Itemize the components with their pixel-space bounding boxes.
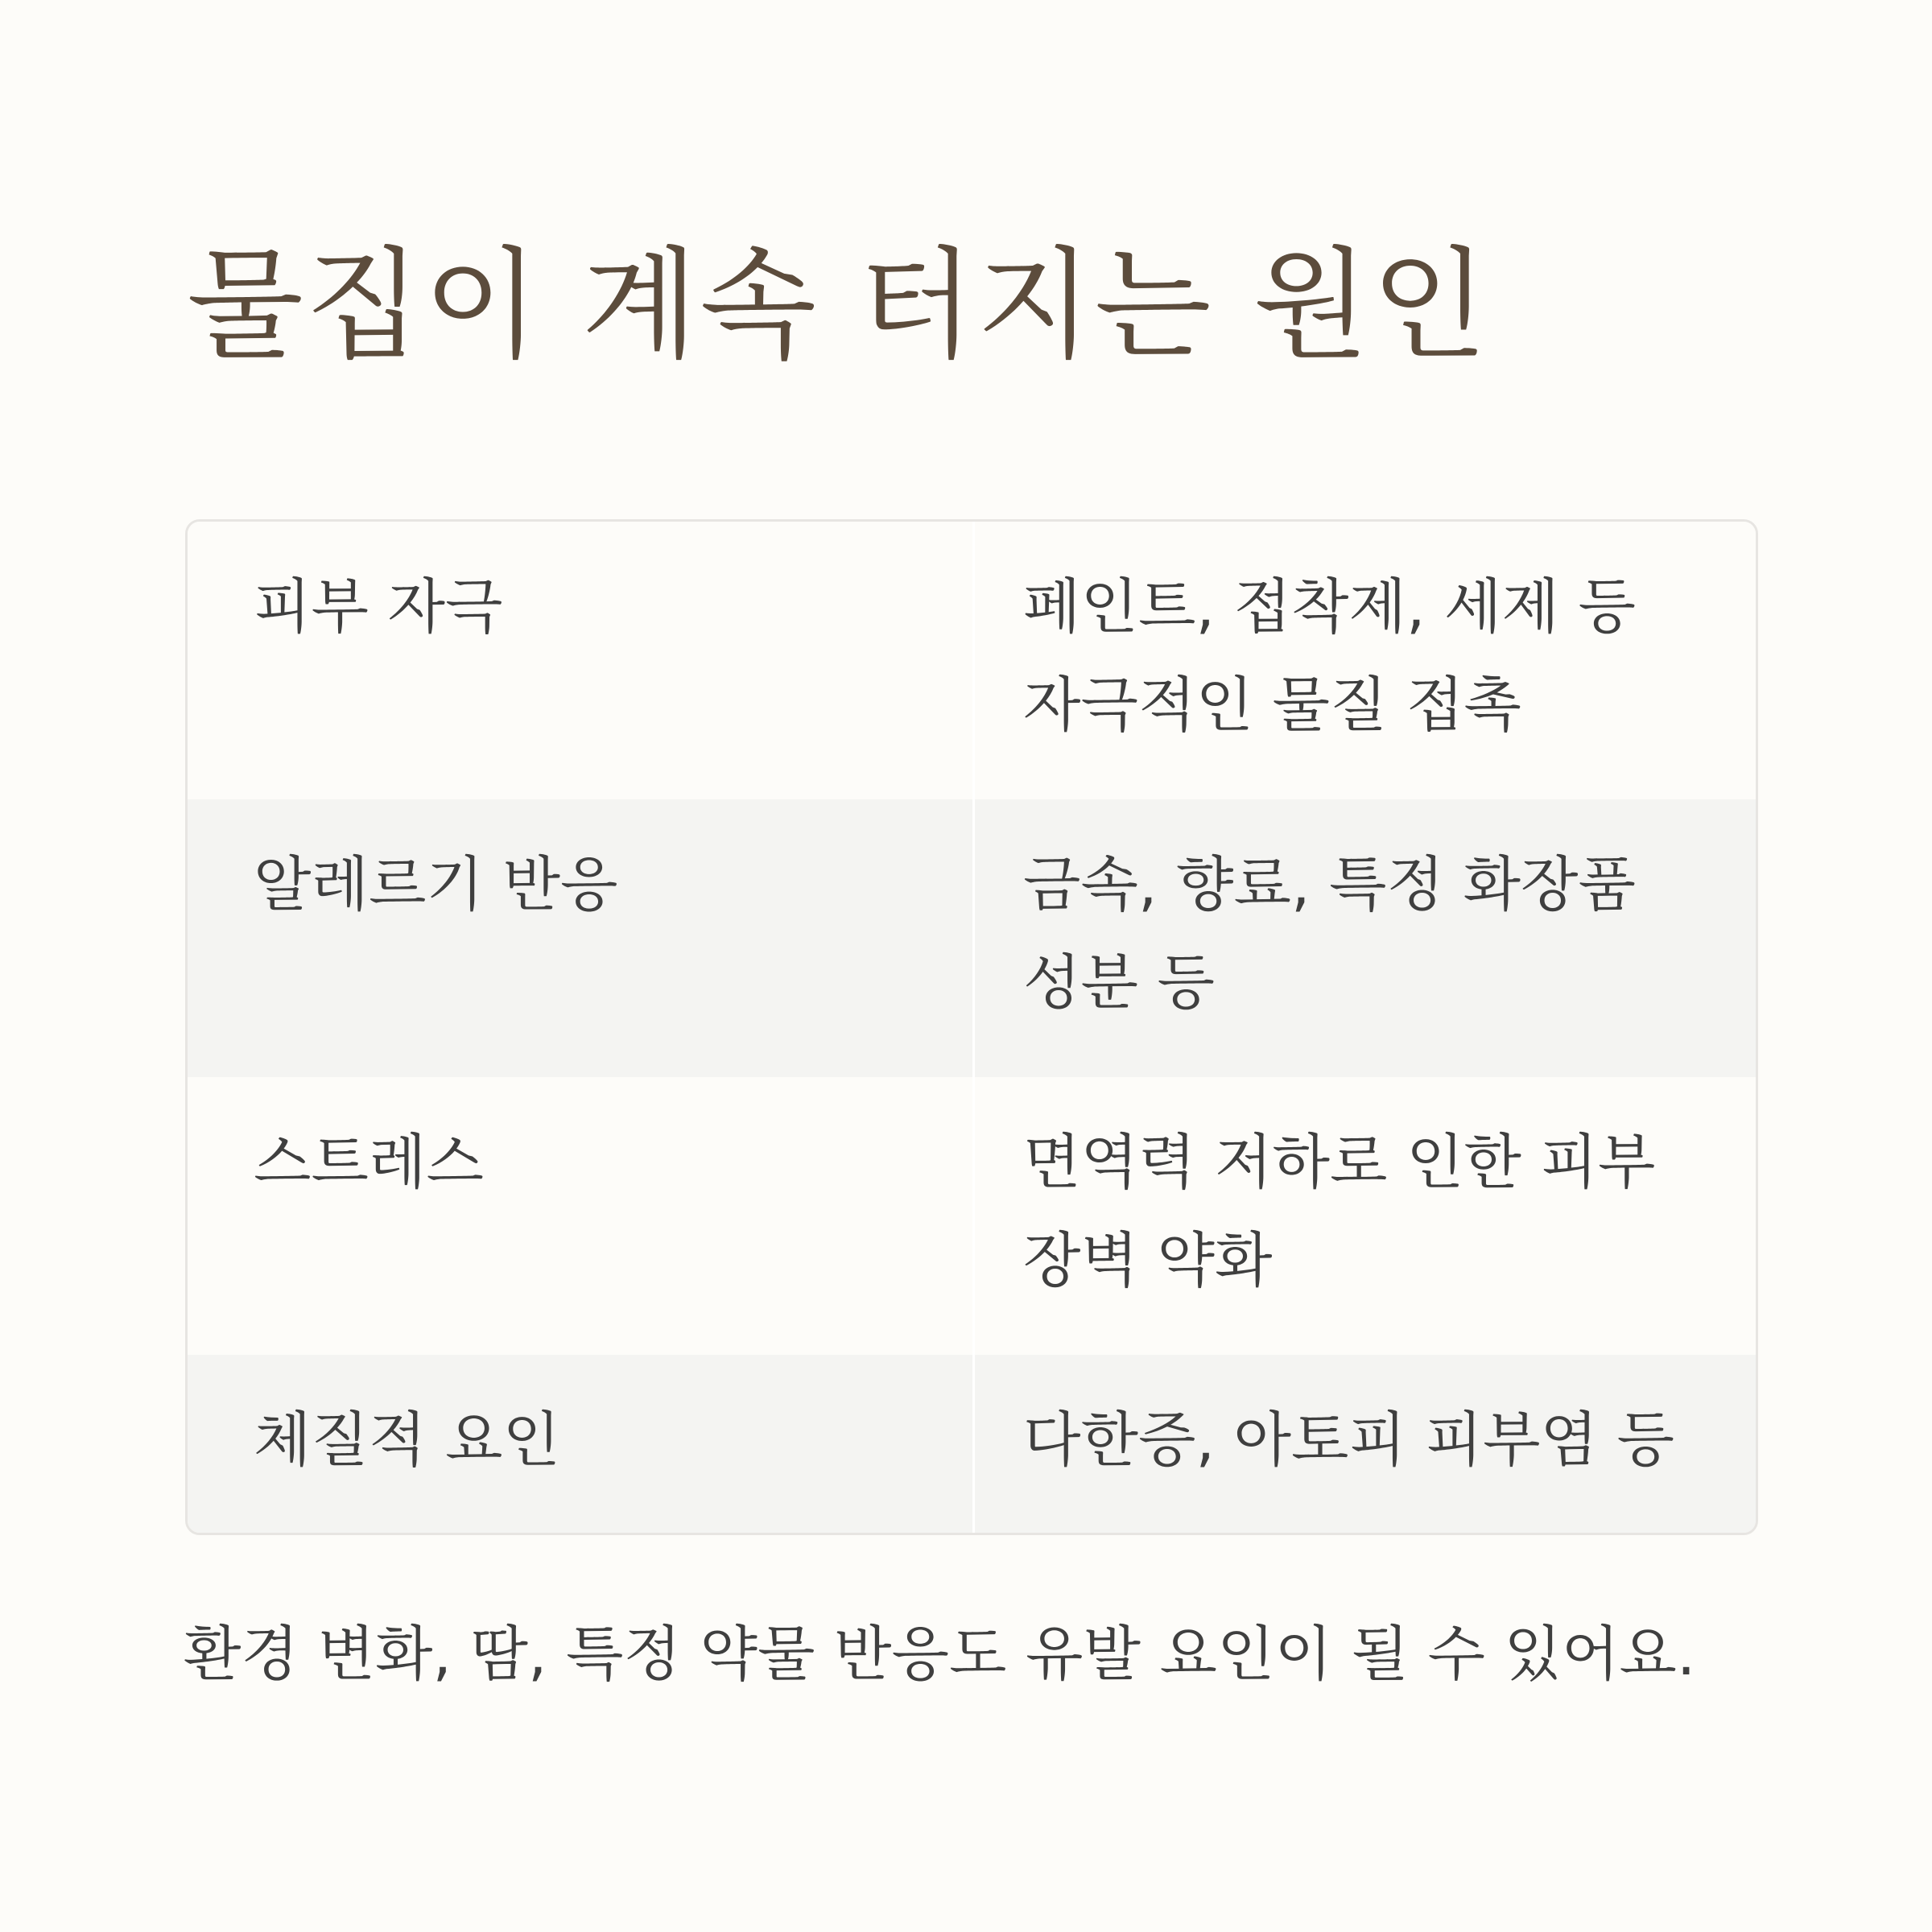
cause-description: 페인트, 접착제, 세제 등 자극적인 물질 접촉 bbox=[1023, 572, 1636, 740]
cause-label: 알레르기 반응 bbox=[188, 799, 975, 1077]
cause-description: 다한증, 아토피 피부염 등 bbox=[1023, 1406, 1674, 1475]
page-title: 물집이 계속 터지는 원인 bbox=[187, 236, 1490, 376]
causes-table bbox=[185, 519, 1758, 1535]
cause-label: 체질적 요인 bbox=[188, 1355, 975, 1533]
cause-label: 피부 자극 bbox=[188, 522, 975, 799]
table-row bbox=[188, 799, 1756, 1077]
cause-label: 스트레스 bbox=[188, 1077, 975, 1355]
table-row bbox=[188, 1355, 1756, 1533]
cause-description: 면역력 저하로 인한 피부 장벽 약화 bbox=[1023, 1128, 1656, 1295]
cause-description: 금속, 향료, 특정 화장품 성분 등 bbox=[1023, 850, 1636, 1018]
footer-note: 환경 변화, 땀, 특정 약물 반응도 유발 요인이 될 수 있어요. bbox=[184, 1620, 1696, 1689]
table-row bbox=[188, 1077, 1756, 1355]
table-row bbox=[188, 522, 1756, 799]
